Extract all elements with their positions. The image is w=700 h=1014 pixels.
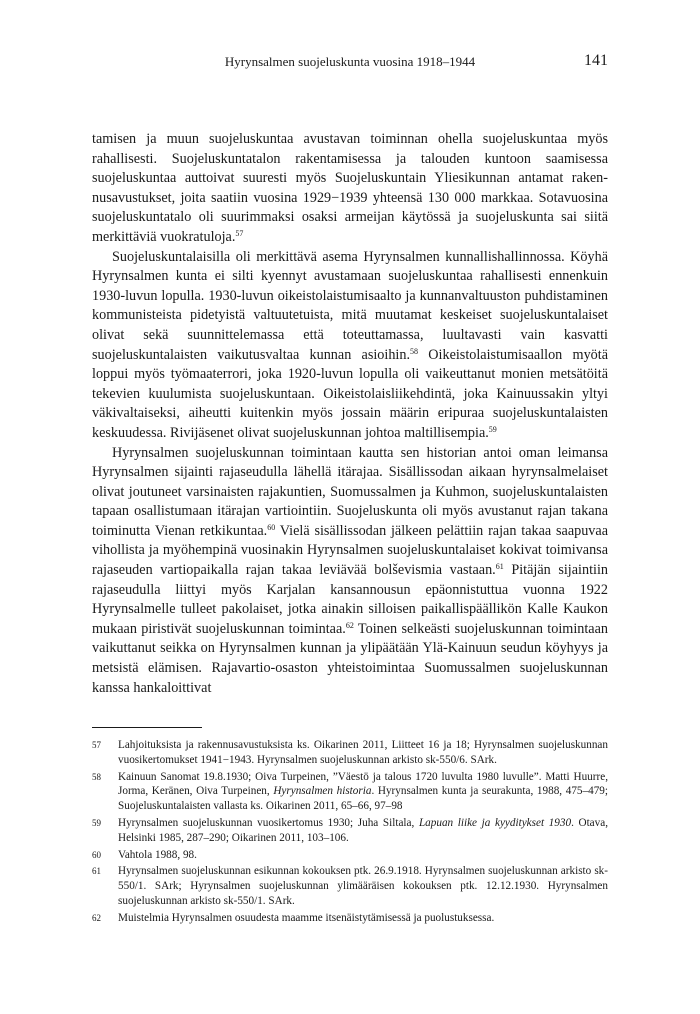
- page-header: [92, 52, 608, 72]
- paragraph: [92, 444, 608, 699]
- footnote-text-part: . Otava, Helsinki 1985, 287–290; Oikarinen 2011, 103–106.: [118, 816, 609, 844]
- footnote: [92, 770, 608, 814]
- footnote: [92, 864, 608, 908]
- footnote-text-part: . Hyrynsalmen kunta ja seurakunta, 1988, 475–479; Suojeluskuntalaisten vallasta ks. Oikarinen 2011, 65–66, 97–98: [118, 785, 608, 813]
- footnote-text: [118, 738, 608, 768]
- footnote-text-part: Vahtola 1988, 98.: [118, 848, 197, 861]
- footnote: [92, 848, 608, 863]
- body-text: [92, 130, 608, 698]
- footnote-italic-title: Lapuan liike ja kyyditykset 1930: [418, 816, 572, 829]
- footnote-ref[interactable]: 61: [495, 562, 504, 572]
- footnote-number: 62: [92, 912, 101, 923]
- footnote-number: 59: [92, 817, 101, 828]
- footnote: [92, 911, 608, 926]
- footnote-ref[interactable]: 60: [267, 522, 276, 532]
- footnote-number: 61: [92, 866, 101, 877]
- footnote-ref[interactable]: 58: [410, 346, 419, 356]
- paragraph-text: Oikeistolaistumisaallon myötä loppui myös työmaaterrori, joka 1920-luvun lopulla oli vaikeuttanut monien metsätöitä tekevien kuulumista suojeluskuntaan. Oikeistolaisliikehdintä, joka Kainuussakin yltyi väkivaltaiseksi, aiheutti kuitenkin myös jossain määrin eripuraa suojeluskuntalaisten keskuudessa. Rivijäsenet olivat suojeluskunnan johtoa maltillisempia.: [92, 346, 608, 441]
- footnote-text: [118, 911, 608, 926]
- footnote-text-part: Hyrynsalmen suojeluskunnan esikunnan kokouksen ptk. 26.9.1918. Hyrynsalmen suojeluskunnan arkisto sk-550/1. SArk; Hyrynsalmen suojeluskunnan ylimääräisen kokouksen ptk. 12.12.1930. Hyrynsalmen suojeluskunnan arkisto sk-550/1. SArk.: [118, 865, 608, 907]
- footnote-ref[interactable]: 59: [488, 424, 497, 434]
- paragraph-text: Toinen selkeästi suojeluskunnan toimintaan vaikuttanut seikka on Hyrynsalmen kunnan ja ylipäätään Ylä-Kainuun seudun köyhyys ja metsistä elämisen. Rajavartio-osaston yhteistoimintaa Suomussalmen suojeluskunnan kanssa hankaloittivat: [92, 620, 608, 696]
- paragraph: [92, 248, 608, 444]
- page-number: 141: [584, 52, 608, 69]
- paragraph-text: Pitäjän sijaintiin rajaseudulla liittyi myös Karjalan kansannousun epäonnistuttua vuonna 1922 Hyrynsalmelle tulleet pakolaiset, jotka ainakin silloisen paikallispäällikön Kalle Kaukon mukaan piristivät suojeluskunnan toimintaa.: [92, 562, 608, 637]
- footnote-text-part: Muistelmia Hyrynsalmen osuudesta maamme itsenäistytämisessä ja puolustuksessa.: [118, 911, 495, 924]
- footnotes: [92, 738, 608, 928]
- paragraph-text: Vielä sisällissodan jälkeen pelättiin rajan takaa saapuvaa vihollista ja myöhempinä vuosinakin Hyrynsalmen suojeluskuntalaiset kokivat toimivansa rajaseuden vartiopaikalla rajan takaa leviävää bolševismia vastaan.: [92, 522, 608, 579]
- paragraph-text: tamisen ja muun suojeluskuntaa avustavan toiminnan ohella suojeluskuntaa myös rahallisesti. Suojeluskuntatalon rakentamisessa ja talouden kuntoon saamisessa suojeluskuntaa auttoivat suuresti myös Suojeluskuntain Yliesikunnan antamat rakennusavustukset, joita saatiin vuosina 1929−1939 yhteensä 130 000 markkaa. Sotavuosina suojeluskuntatalo oli suurimmaksi osaksi armeijan käytössä ja suojeluskunta sai siitä merkittäviä vuokratuloja.: [92, 131, 608, 245]
- footnote: [92, 738, 608, 768]
- paragraph-text: Hyrynsalmen suojeluskunnan toimintaan kautta sen historian antoi oman leimansa Hyrynsalmen sijainti rajaseudulla lähellä itärajaa. Sisällissodan aikaan hyrynsalmelaiset olivat joutuneet varsinaisten rajakuntien, Suomussalmen ja Kuhmon, suojeluskuntalaisten tapaan osallistumaan itärajan vartiointiin. Suojeluskunta oli myös avustanut rajan takana toiminutta Vienan retkikuntaa.: [92, 444, 608, 539]
- footnote-number: 57: [92, 740, 101, 750]
- footnote-separator: [92, 727, 202, 728]
- footnote-ref[interactable]: 57: [235, 228, 244, 238]
- footnote-text-part: Kainuun Sanomat 19.8.1930; Oiva Turpeinen, ”Väestö ja talous 1720 luvulta 1980 luvulle”. Matti Huurre, Jorma, Keränen, Oiva Turpeinen,: [118, 770, 608, 798]
- footnote-text: [118, 848, 608, 863]
- paragraph: [92, 130, 608, 248]
- footnote-number: 60: [92, 849, 101, 860]
- footnote-text: [118, 770, 608, 814]
- paragraph-text: Suojeluskuntalaisilla oli merkittävä asema Hyrynsalmen kunnallishallinnossa. Köyhä Hyrynsalmen kunta ei silti kyennyt avustamaan suojeluskuntaa rahallisesti ennenkuin 1930-luvun lopulla. 1930-luvun oikeistolaistumisaalto ja kunnanvaltuuston puhdistaminen kommunisteista pidetyistä valtuutetuista, mitä muutamat keskeiset suojeluskuntalaiset olivat sekä suunnittelemassa että toteuttamassa, luultavasti vain kasvatti suojeluskuntalaisten vaikutusvaltaa kunnan asioihin.: [92, 248, 608, 363]
- footnote-number: 58: [92, 771, 101, 782]
- footnote: [92, 816, 608, 846]
- footnote-text-part: Hyrynsalmen suojeluskunnan vuosikertomus 1930; Juha Siltala,: [118, 816, 419, 829]
- footnote-text: [118, 864, 608, 908]
- running-title: Hyrynsalmen suojeluskunta vuosina 1918–1944: [224, 54, 476, 69]
- footnote-italic-title: Hyrynsalmen historia: [273, 785, 372, 798]
- footnote-text-part: Lahjoituksista ja rakennusavustuksista ks. Oikarinen 2011, Liitteet 16 ja 18; Hyrynsalmen suojeluskunnan vuosikertomukset 1941−1943. Hyrynsalmen suojeluskunnan arkisto sk-550/6. SArk.: [118, 739, 608, 766]
- footnote-text: [118, 816, 608, 846]
- footnote-ref[interactable]: 62: [345, 620, 354, 630]
